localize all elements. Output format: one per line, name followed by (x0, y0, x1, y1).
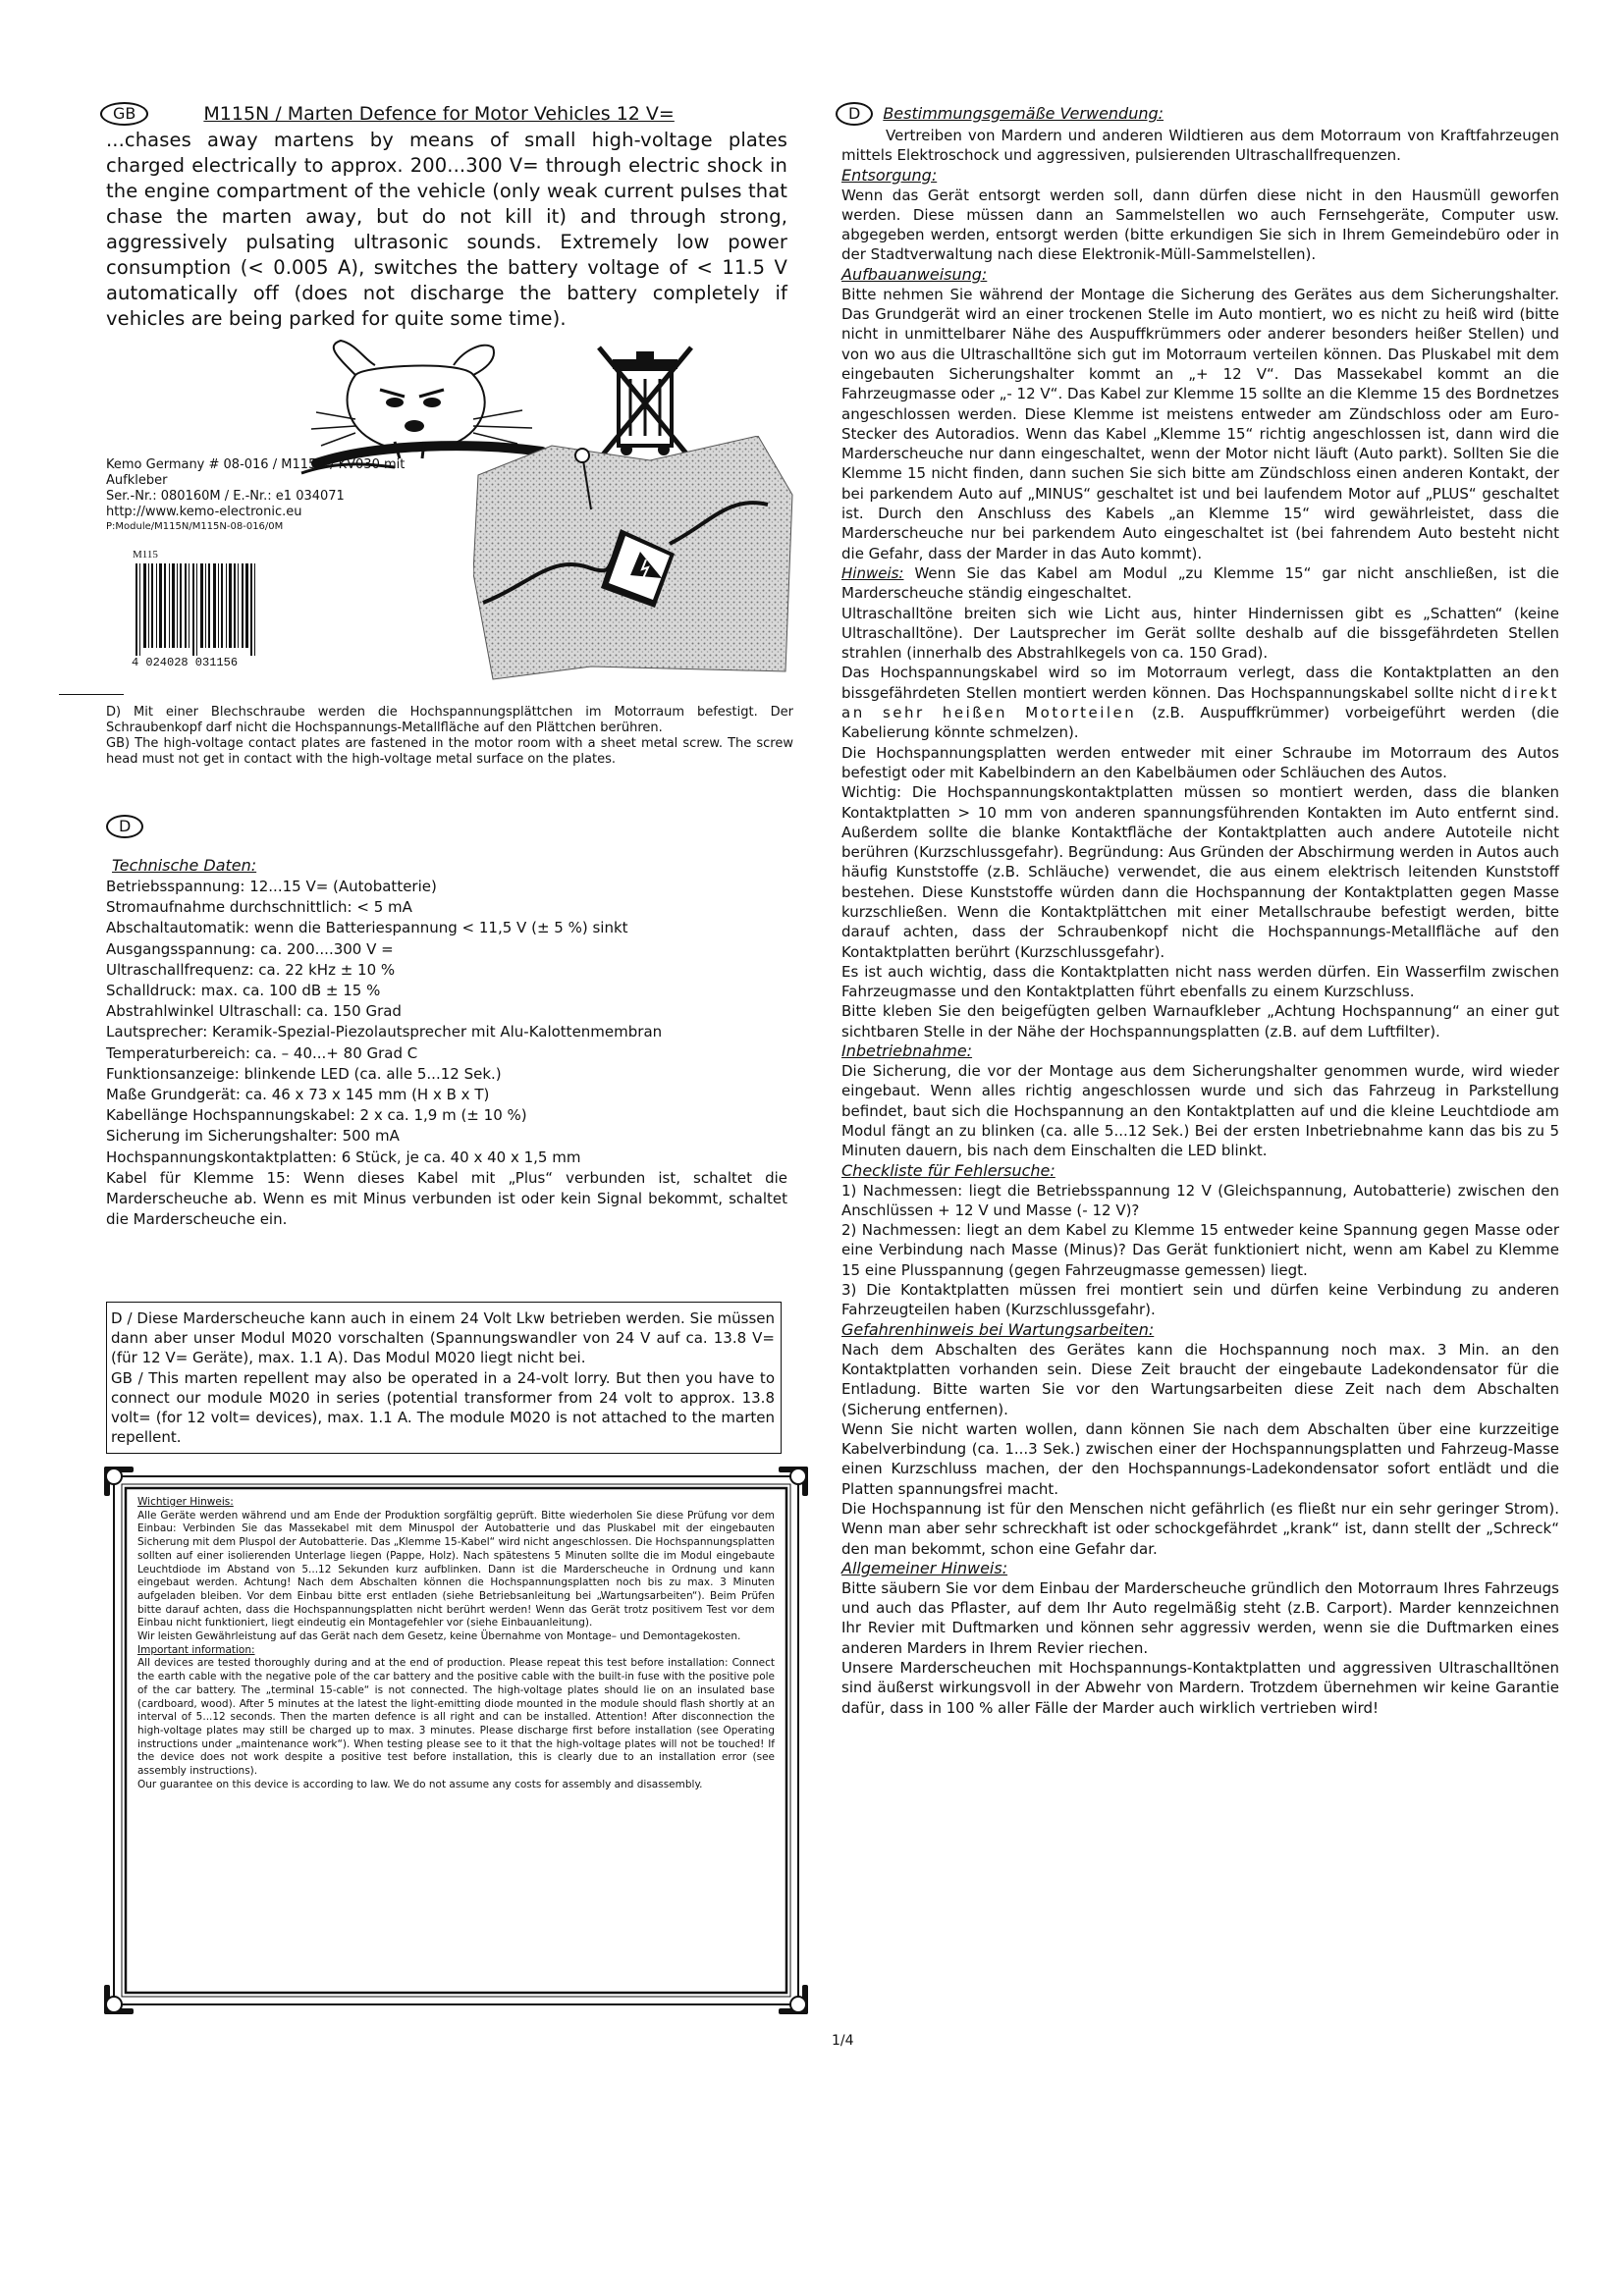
sticker-text: Bitte kleben Sie den beigefügten gelben Warnaufkleber „Achtung Hochspannung“ an einer gut sichtbaren Stelle in der Nähe der Hochspannungsplatten (z.B. auf dem Luftfilter). (841, 1002, 1559, 1041)
box24-gb: GB / This marten repellent may also be operated in a 24-volt lorry. But then you have to connect our module M020 in series (potential transformer from 24 volt to approx. 13.8 volt= (for 12 volt= devices), max. 1.1 A. The module M020 is not attached to the marten repellent. (111, 1368, 775, 1447)
wet-text: Es ist auch wichtig, dass die Kontaktplatten nicht nass werden dürfen. Ein Wasserfilm zwischen Fahrzeugmasse und den Kontaktplatten führt ebenfalls zu einem Kurzschluss. (841, 962, 1559, 1001)
checklist-item: 1) Nachmessen: liegt die Betriebsspannung 12 V (Gleichspannung, Autobatterie) zwischen den Anschlüssen + 12 V und Masse (- 12 V)? (841, 1181, 1559, 1219)
right-column (836, 102, 1559, 1718)
language-badge-d: D (836, 102, 873, 126)
notice-de-text2: Wir leisten Gewährleistung auf das Gerät nach dem Gesetz, keine Übernahme von Montage– und Demontagekosten. (137, 1630, 741, 1643)
important-notice-frame (100, 1463, 812, 2018)
cable-paragraph (841, 663, 1559, 742)
tech-item: Temperaturbereich: ca. – 40...+ 80 Grad C (106, 1043, 418, 1062)
maintenance-danger-heading: Gefahrenhinweis bei Wartungsarbeiten: (841, 1319, 1155, 1339)
barcode-number: 4 024028 031156 (132, 656, 239, 669)
caption-de: D) Mit einer Blechschraube werden die Hochspannungsplättchen im Motorraum befestigt. Der Schraubenkopf darf nicht die Hochspannungs-Metallfläche auf den Plättchen berühren. (106, 705, 793, 735)
assembly-text: Bitte nehmen Sie während der Montage die Sicherung des Gerätes aus dem Sicherungshalter. Das Grundgerät wird an einer trockenen Stelle im Auto montiert, wo es nicht zu heiß wird (bitte nicht in unmittelbarer Nähe des Auspuffkrümmers oder anderer besonders heißer Stellen) und von wo aus die Ultraschalltöne sich gut im Motorraum verteilen können. Das Pluskabel mit dem eingebauten Sicherungshalter kommt an „+ 12 V“. Das Massekabel kommt an die Fahrzeugmasse oder „- 12 V“. Das Kabel zur Klemme 15 sollte an die Klemme 15 des Bordnetzes angeschlossen werden. Diese Klemme ist meistens entweder am Zündschloss oder am Euro-Stecker des Autoradios. Wenn das Kabel „Klemme 15“ richtig angeschlossen ist, dann wird die Marderscheuche nur dann eingeschaltet, wenn der Motor nicht läuft (Auto parkt). Sollten Sie die Klemme 15 nicht finden, dann suchen Sie sich bitte am Zündschloss einen anderen Kontakt, der bei parkendem Auto auf „MINUS“ geschaltet ist und bei laufendem Motor auf „PLUS“ geschaltet ist. Durch den Anschluss des Kabels „an Klemme 15“ wird gewährleistet, dass die Marderscheuche nur bei parkendem Auto eingeschaltet ist (bei fahrendem Auto besteht nicht die Gefahr, dass der Marder in das Auto kommt). (841, 285, 1559, 562)
checklist (841, 1181, 1559, 1320)
intro-text: ...chases away martens by means of small high-voltage plates charged electrically to approx. 200...300 V= through electric shock in the engine compartment of the vehicle (only weak current pulses that chase the marten away, but do not kill it) and through strong, aggressively pulsating ultrasonic sounds. Extremely low power consumption (< 0.005 A), switches the battery voltage of < 11.5 V automatically off (does not discharge the battery completely if vehicles are being parked for quite some time). (106, 129, 787, 330)
tech-item: Schalldruck: max. ca. 100 dB ± 15 % (106, 982, 381, 1000)
notice-gb-heading: Important information: (137, 1643, 255, 1656)
notice-de-text: Alle Geräte werden während und am Ende der Produktion sorgfältig geprüft. Bitte wiederholen Sie diese Prüfung vor dem Einbau: Verbinden Sie das Massekabel mit dem Minuspol der Autobatterie und das Pluskabel mit der eingebauten Sicherung mit dem Pluspol der Autobatterie. Das „Klemme 15-Kabel“ wird nicht angeschlossen. Die Hochspannungsplatten sollten auf einer isolierenden Unterlage liegen (Pappe, Holz). Nach spätestens 5 Minuten sollte die im Modul eingebaute Leuchtdiode im Abstand von 5...12 Sekunden kurz aufblinken. Dann ist die Marderscheuche in Ordnung und kann eingebaut werden. Achtung! Nach dem Abschalten können die Hochspannungsplatten noch bis zu max. 3 Minuten aufgeladen bleiben. Vor dem Einbau bitte erst entladen (siehe Betriebsanleitung bei „Wartungsarbeiten“). Beim Prüfen bitte darauf achten, dass die Hochspannungsplatten nicht berührt werden! Wenn das Gerät trotz positivem Test vor dem Einbau nicht funktioniert, liegt eindeutig ein Montagefehler vor (siehe Einbauanleitung). (137, 1509, 775, 1629)
assembly-section (841, 285, 1559, 1041)
technical-data-section (100, 815, 787, 1230)
checklist-item: 2) Nachmessen: liegt an dem Kabel zu Klemme 15 entweder keine Spannung gegen Masse oder eine Verbindung nach Masse (Minus)? Das Gerät funktioniert nicht, wenn am Kabel zu Klemme 15 eine Plusspannung (gegen Fahrzeugmasse gemessen) liegt. (841, 1221, 1559, 1279)
technical-data-list (106, 877, 787, 1230)
general-text-2: Unsere Marderscheuchen mit Hochspannungs-Kontaktplatten und aggressiven Ultraschalltönen sind äußerst wirkungsvoll in der Abwehr von Mardern. Trotzdem übernehmen wir keine Garantie dafür, dass in 100 % aller Fälle der Marder auch wirklich vertrieben wird! (841, 1659, 1559, 1717)
usage-heading: Bestimmungsgemäße Verwendung: (883, 104, 1164, 123)
24-volt-box (106, 1302, 782, 1454)
page-number: 1/4 (832, 2033, 854, 2049)
hint-text: Wenn Sie das Kabel am Modul „zu Klemme 15“ gar nicht anschließen, ist die Marderscheuche ständig eingeschaltet. (841, 563, 1559, 603)
notice-gb-text: All devices are tested thoroughly during and at the end of production. Please repeat this test before installation: Connect the earth cable with the negative pole of the car battery and the positive cable with the built-in fuse with the positive pole of the car battery. The „terminal 15-cable“ is not connected. The high-voltage plates should lie on an insulated base (cardboard, wood). After 5 minutes at the latest the light-emitting diode mounted in the module should flash shortly at an interval of 5...12 seconds. Then the marten defence is all right and can be installed. Attention! After disconnection the high-voltage plates may still be charged up to max. 3 minutes. Please discharge first before installation (see Operating instructions under „maintenance work“). When testing please see to it that the high-voltage plates will not be touched! If the device does not work despite a positive test before installation, this is clearly due to an installation error (see assembly instructions). (137, 1657, 775, 1778)
left-column (100, 102, 793, 1790)
caption-gb: GB) The high-voltage contact plates are fastened in the motor room with a sheet metal screw. The screw head must not get in contact with the high-voltage metal surface on the plates. (106, 736, 793, 767)
barcode (130, 554, 267, 669)
cable-text-b: (z.B. Auspuffkrümmer) vorbeigeführt werden (die Kabelierung könnte schmelzen). (841, 704, 1560, 742)
language-badge-d: D (106, 815, 143, 838)
tech-item: Lautsprecher: Keramik-Spezial-Piezolautsprecher mit Alu-Kalottenmembran (106, 1023, 663, 1041)
meta-line-3: http://www.kemo-electronic.eu (106, 505, 302, 519)
language-badge-gb: GB (100, 102, 148, 126)
commissioning-text: Die Sicherung, die vor der Montage aus dem Sicherungshalter genommen wurde, wird wieder eingebaut. Wenn alles richtig angeschlossen wurde und sich das Fahrzeug in Parkstellung befindet, baut sich die Hochspannung an den Kontaktplatten auf und die kleine Leuchtdiode am Modul fängt an zu blinken (ca. alle 5...12 Sek.) Bei der ersten Inbetriebnahme kann das bis zu 5 Minuten dauern, bis nach dem Einschalten die LED blinkt. (841, 1062, 1559, 1160)
danger-text-2: Wenn Sie nicht warten wollen, dann können Sie nach dem Abschalten über eine kurzzeitige Kabelverbindung (ca. 1...3 Sek.) zwischen einer der Hochspannungsplatten und Fahrzeug-Masse einen Kurzschluss machen, der den Hochspannungs-Ladekondensator sofort entlädt und die Platten spannungsfrei macht. (841, 1419, 1559, 1498)
tech-item: Maße Grundgerät: ca. 46 x 73 x 145 mm (H x B x T) (106, 1086, 490, 1104)
hint-label: Hinweis: (841, 563, 904, 582)
plates-text: Die Hochspannungsplatten werden entweder mit einer Schraube im Motorraum des Autos befestigt oder mit Kabelbindern an den Kabelbäumen oder Schläuchen des Autos. (841, 743, 1559, 781)
cable-text-spaced: direkt an sehr heißen Motorteilen (841, 683, 1559, 722)
meta-line-4: P:Module/M115N/M115N-08-016/0M (106, 521, 284, 532)
assembly-heading: Aufbauanweisung: (841, 264, 988, 284)
usage-text: Vertreiben von Mardern und anderen Wildtieren aus dem Motorraum von Kraftfahrzeugen mittels Elektroschock und aggressiven, pulsierenden Ultraschallfrequenzen. (841, 127, 1559, 165)
important-text: Wichtig: Die Hochspannungskontaktplatten müssen so montiert werden, dass die blanken Kontaktplatten > 10 mm von anderen spannungsführenden Kontakten im Auto entfernt sind. Außerdem sollte die blanke Kontaktfläche der Kontaktplatten auch andere Autoteile nicht berühren (Kurzschlussgefahr). Begründung: Aus Gründen der Abschirmung werden in Autos auch häufig Kunststoffe (z.B. Schläuche) verwendet, die aus einem elektrisch leitenden Kunststoff bestehen. Diese Kunststoffe würden dann die Hochspannung der Kontaktplatten gegen Masse kurzschließen. Wenn die Kontaktplättchen mit einer Metallschraube befestigt werden, bitte darauf achten, dass der Schraubenkopf nicht die Hochspannungs-Metallfläche auf den Kontaktplatten berührt (Kurzschlussgefahr). (841, 783, 1559, 961)
danger-text-3: Die Hochspannung ist für den Menschen nicht gefährlich (es fließt nur ein sehr geringer Strom). Wenn man aber sehr schreckhaft ist oder schockgefährdet „krank“ ist, dann stellt der „Schreck“ den man bekommt, schon eine Gefahr dar. (841, 1500, 1559, 1558)
notice-de-heading: Wichtiger Hinweis: (137, 1496, 234, 1508)
tech-item: Ultraschallfrequenz: ca. 22 kHz ± 10 % (106, 960, 396, 979)
disposal-heading: Entsorgung: (841, 165, 938, 185)
important-notice-text (137, 1496, 775, 1791)
cable-text-a: Das Hochspannungskabel wird so im Motorraum verlegt, dass die Kontaktplatten an den bissgefährdeten Stellen montiert werden können. Das Hochspannungskabel sollte nicht (841, 664, 1559, 702)
maintenance-danger-section (841, 1340, 1559, 1559)
tech-item: Stromaufnahme durchschnittlich: < 5 mA (106, 898, 412, 917)
notice-gb-text2: Our guarantee on this device is according to law. We do not assume any costs for assembly and disassembly. (137, 1778, 703, 1790)
hint-paragraph (841, 563, 1559, 604)
tech-item: Hochspannungskontaktplatten: 6 Stück, je ca. 40 x 40 x 1,5 mm (106, 1148, 581, 1166)
general-note-section (841, 1578, 1559, 1718)
meta-line-1: Kemo Germany # 08-016 / M115N / KV030 mit Aufkleber (106, 457, 406, 488)
barcode-label: M115 (133, 549, 158, 561)
general-text-1: Bitte säubern Sie vor dem Einbau der Marderscheuche gründlich den Motorraum Ihres Fahrzeugs und auch das Pflaster, auf dem Ihr Auto regelmäßig steht (z.B. Carport). Marder kennzeichnen Ihr Revier mit Duftmarken und können sehr aggressiv werden, wenn sie die Duftmarken eines anderen Marders in Ihrem Revier riechen. (841, 1578, 1559, 1657)
title-line (100, 102, 787, 126)
divider (59, 694, 124, 695)
tech-item: Betriebsspannung: 12...15 V= (Autobatterie) (106, 878, 437, 895)
ultrasound-text: Ultraschalltöne breiten sich wie Licht aus, hinter Hindernissen gibt es „Schatten“ (keine Ultraschalltöne). Der Lautsprecher im Gerät sollte deshalb auf die bissgefährdeten Stellen strahlen (innerhalb des Abstrahlkegels von ca. 150 Grad). (841, 604, 1559, 663)
general-note-heading: Allgemeiner Hinweis: (841, 1558, 1008, 1577)
tech-item: Ausgangsspannung: ca. 200....300 V = (106, 939, 394, 958)
tech-item: Sicherung im Sicherungshalter: 500 mA (106, 1127, 400, 1146)
tech-item: Abstrahlwinkel Ultraschall: ca. 150 Grad (106, 1002, 402, 1021)
tech-item: Funktionsanzeige: blinkende LED (ca. alle 5...12 Sek.) (106, 1064, 502, 1083)
tech-klemme-text: Kabel für Klemme 15: Wenn dieses Kabel mit „Plus“ verbunden ist, schaltet die Marderscheuche ab. Wenn es mit Minus verbunden ist oder kein Signal bekommt, schaltet die Marderscheuche ein. (106, 1168, 787, 1229)
box24-de: D / Diese Marderscheuche kann auch in einem 24 Volt Lkw betrieben werden. Sie müssen dann aber unser Modul M020 vorschalten (Spannungswandler von 24 V auf ca. 13.8 V= (für 12 V= Geräte), max. 1.1 A). Das Modul M020 liegt nicht bei. (111, 1309, 775, 1367)
engine-plate-illustration (473, 436, 797, 681)
meta-line-2: Ser.-Nr.: 080160M / E.-Nr.: e1 034071 (106, 489, 345, 504)
checklist-heading: Checkliste für Fehlersuche: (841, 1160, 1056, 1180)
technical-data-heading: Technische Daten: (112, 856, 257, 875)
mounting-caption (106, 705, 793, 768)
danger-text-1: Nach dem Abschalten des Gerätes kann die Hochspannung noch max. 3 Min. an den Kontaktplatten vorhanden sein. Diese Zeit braucht der eingebaute Ladekondensator für die Entladung. Bitte warten Sie vor den Wartungsarbeiten diese Zeit nach dem Abschalten (Sicherung entfernen). (841, 1340, 1559, 1418)
tech-item: Kabellänge Hochspannungskabel: 2 x ca. 1,9 m (± 10 %) (106, 1106, 527, 1125)
checklist-item: 3) Die Kontaktplatten müssen frei montiert sein und dürfen keine Verbindung zu anderen Fahrzeugteilen haben (Kurzschlussgefahr). (841, 1281, 1559, 1319)
product-meta (106, 457, 440, 533)
disposal-text: Wenn das Gerät entsorgt werden soll, dann dürfen diese nicht in den Hausmüll geworfen werden. Diese müssen dann an Sammelstellen wo auch Fernsehgeräte, Computer usw. abgegeben werden, entsorgt werden (bitte erkundigen Sie sich in Ihrem Gemeindebüro oder in der Stadtverwaltung nach diese Elektronik-Müll-Sammelstellen). (841, 186, 1559, 264)
tech-item: Abschaltautomatik: wenn die Batteriespannung < 11,5 V (± 5 %) sinkt (106, 919, 628, 937)
usage-heading-line (836, 102, 1559, 126)
commissioning-heading: Inbetriebnahme: (841, 1041, 973, 1061)
page-title: M115N / Marten Defence for Motor Vehicles 12 V= (203, 103, 675, 125)
